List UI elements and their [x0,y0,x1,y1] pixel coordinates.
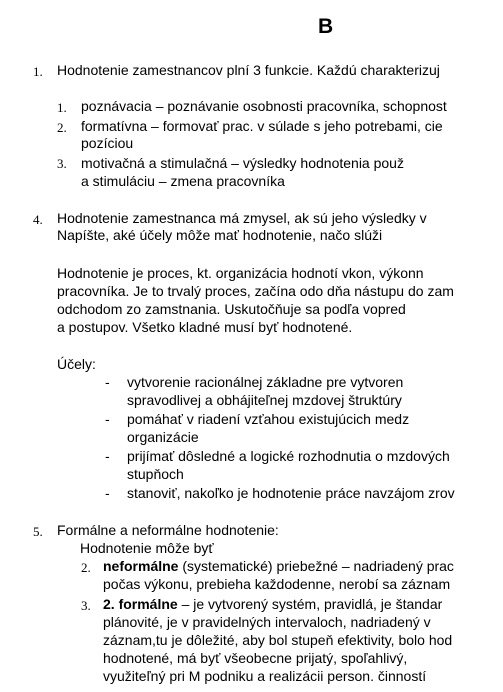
item-5-number: 5. [33,524,43,539]
purposes-label: Účely: [57,356,96,372]
subitem-2-line: pozíciou [81,135,134,151]
purpose-line: spravodlivej a obhájiteľnej mzdovej štruktúry [127,392,402,408]
subitem-2-line: formatívna – formovať prac. v súlade s jeho potrebami, cie [81,118,443,134]
purpose-line: prijímať dôsledné a logické rozhodnutia o mzdových [127,448,450,464]
purpose-bullet: - [105,411,110,427]
purpose-line: stanoviť, nakoľko je hodnotenie práce navzájom zrov [127,485,455,501]
item-5-sub-line: záznam,tu je dôležité, aby bol stupeň efektivity, bolo hod [103,632,453,648]
subitem-2-number: 2. [57,120,67,135]
item-4-line: Napíšte, aké účely môže mať hodnotenie, načo slúži [57,227,383,243]
subitem-1-line: poznávacia – poznávanie osobnosti pracovníka, schopnost [81,98,447,114]
item-5-sub-line: využiteľný pri M podniku a realizácii person. činností [103,668,427,684]
item-5-sub-line: hodnotené, má byť všeobecne prijatý, spoľahlivý, [103,650,408,666]
informal-rest: (systematické) priebežné – nadriadený prac [178,558,454,574]
purpose-line: stupňoch [127,466,184,482]
page-heading: B [318,15,334,38]
paragraph-line: odchodom zo zamstnania. Uskutočňuje sa podľa vopred [57,301,406,317]
item-5-sub-line [103,596,442,613]
purpose-line: vytvorenie racionálnej základne pre vytvoren [127,374,404,390]
item-5-intro: Hodnotenie môže byť [80,540,214,556]
paragraph-line: a postupov. Všetko kladné musí byť hodnotené. [57,319,353,335]
item-5-heading: Formálne a neformálne hodnotenie: [57,522,279,538]
item-1-text: Hodnotenie zamestnancov plní 3 funkcie. Každú charakterizuj [57,62,440,78]
item-5-sub-number: 2. [81,560,91,575]
informal-term: neformálne [103,558,179,574]
formal-term: 2. formálne [103,596,178,612]
purpose-bullet: - [105,448,110,464]
item-5-sub-line: počas výkonu, prebieha každodenne, nerobí sa záznam [103,576,451,592]
paragraph-line: Hodnotenie je proces, kt. organizácia hodnotí vkon, výkonn [57,265,424,281]
subitem-3-number: 3. [57,156,67,171]
subitem-1-number: 1. [57,100,67,115]
item-4-number: 4. [33,212,43,227]
purpose-line: pomáhať v riadení vzťahou existujúcich medz [127,411,410,427]
item-1-number: 1. [33,64,43,79]
formal-rest: – je vytvorený systém, pravidlá, je štandar [177,596,443,612]
subitem-3-line: a stimuláciu – zmena pracovníka [81,173,285,189]
subitem-3-line: motivačná a stimulačná – výsledky hodnotenia použ [81,155,404,171]
item-5-sub-number: 3. [81,598,91,613]
purpose-line: organizácie [127,429,199,445]
purpose-bullet: - [105,374,110,390]
item-5-sub-line: plánovité, je v pravidelných intervaloch, nadriadený v [103,614,431,630]
paragraph-line: pracovníka. Je to trvalý proces, začína odo dňa nástupu do zam [57,283,454,299]
item-5-sub-line [103,558,454,575]
item-4-line: Hodnotenie zamestnanca má zmysel, ak sú jeho výsledky v [57,210,427,226]
purpose-bullet: - [105,485,110,501]
